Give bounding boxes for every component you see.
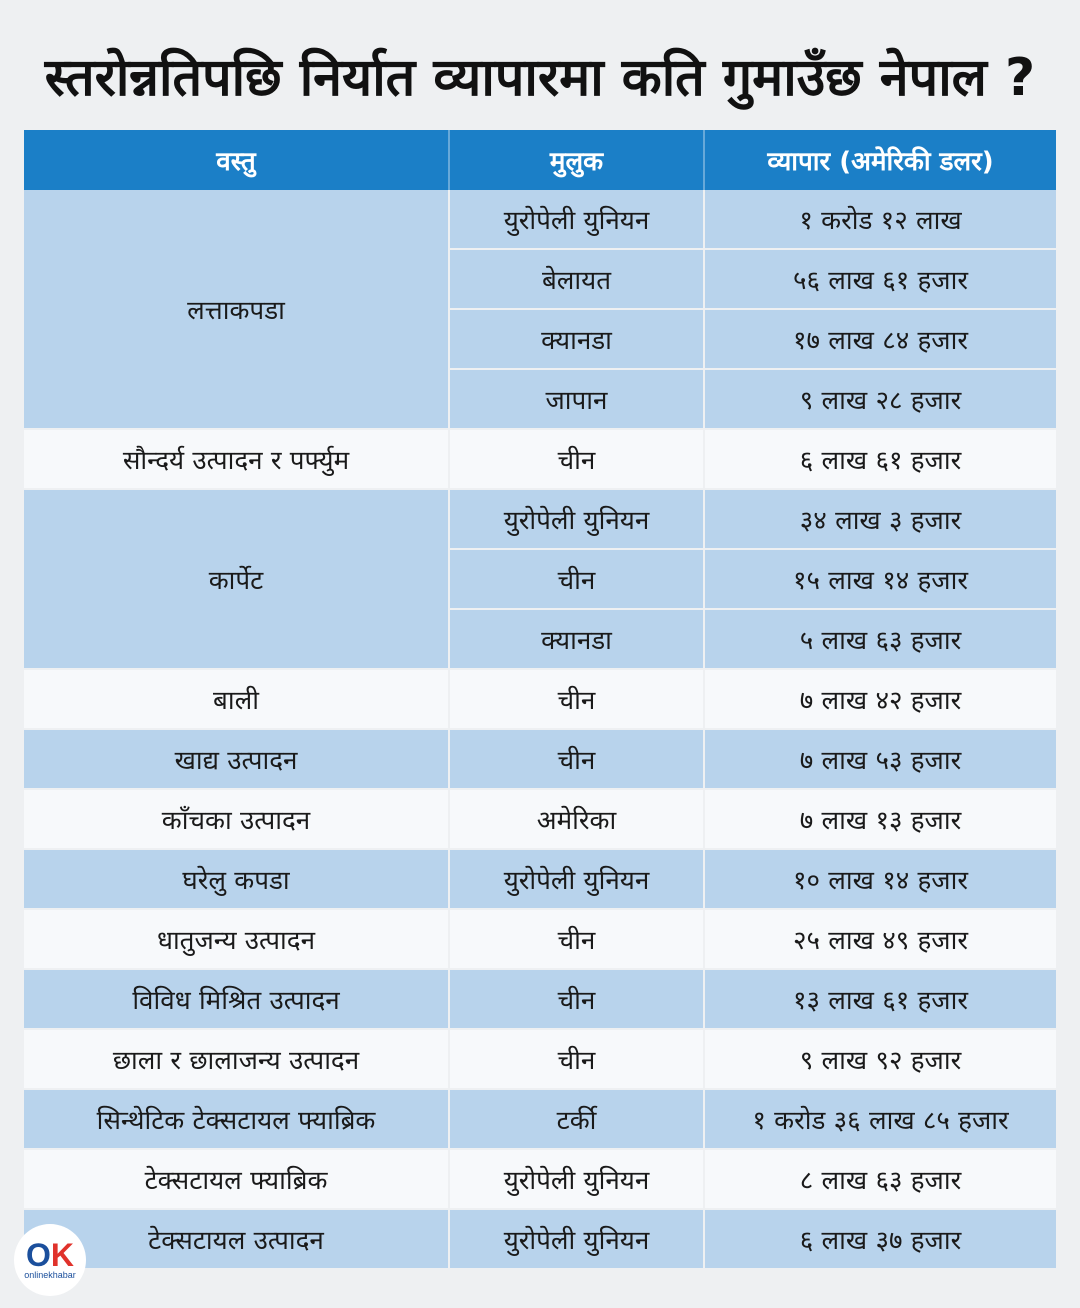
trade-cell: ८ लाख ६३ हजार <box>704 1149 1056 1209</box>
country-cell: चीन <box>449 909 704 969</box>
trade-cell: ६ लाख ३७ हजार <box>704 1209 1056 1269</box>
trade-cell: ९ लाख २८ हजार <box>704 369 1056 429</box>
table-row <box>24 729 1056 789</box>
trade-cell: ९ लाख ९२ हजार <box>704 1029 1056 1089</box>
header-country: मुलुक <box>449 130 704 190</box>
country-cell: युरोपेली युनियन <box>449 849 704 909</box>
country-cell: चीन <box>449 969 704 1029</box>
country-cell: क्यानडा <box>449 309 704 369</box>
logo-mark: OK <box>26 1237 74 1273</box>
table-row <box>24 489 1056 549</box>
table-row <box>24 1089 1056 1149</box>
trade-cell: १० लाख १४ हजार <box>704 849 1056 909</box>
item-cell: छाला र छालाजन्य उत्पादन <box>24 1029 449 1089</box>
page-title: स्तरोन्नतिपछि निर्यात व्यापारमा कति गुमाउँछ नेपाल ? <box>44 48 1036 108</box>
trade-cell: १७ लाख ८४ हजार <box>704 309 1056 369</box>
table-row <box>24 429 1056 489</box>
trade-cell: १ करोड १२ लाख <box>704 190 1056 249</box>
item-cell: सौन्दर्य उत्पादन र पर्फ्युम <box>24 429 449 489</box>
country-cell: क्यानडा <box>449 609 704 669</box>
table-header-row <box>24 130 1056 190</box>
trade-cell: ७ लाख ५३ हजार <box>704 729 1056 789</box>
country-cell: चीन <box>449 429 704 489</box>
trade-cell: ७ लाख ४२ हजार <box>704 669 1056 729</box>
table-row <box>24 669 1056 729</box>
country-cell: युरोपेली युनियन <box>449 489 704 549</box>
item-cell: बाली <box>24 669 449 729</box>
item-cell: खाद्य उत्पादन <box>24 729 449 789</box>
trade-cell: ३४ लाख ३ हजार <box>704 489 1056 549</box>
country-cell: चीन <box>449 729 704 789</box>
trade-cell: १ करोड ३६ लाख ८५ हजार <box>704 1089 1056 1149</box>
trade-cell: ५ लाख ६३ हजार <box>704 609 1056 669</box>
country-cell: युरोपेली युनियन <box>449 190 704 249</box>
item-cell: लत्ताकपडा <box>24 190 449 429</box>
trade-cell: ६ लाख ६१ हजार <box>704 429 1056 489</box>
item-cell: टेक्सटायल उत्पादन <box>24 1209 449 1269</box>
table-row <box>24 1149 1056 1209</box>
table-row <box>24 789 1056 849</box>
table-body <box>24 190 1056 1273</box>
country-cell: युरोपेली युनियन <box>449 1149 704 1209</box>
item-cell: घरेलु कपडा <box>24 849 449 909</box>
trade-cell: २५ लाख ४९ हजार <box>704 909 1056 969</box>
header-trade: व्यापार (अमेरिकी डलर) <box>704 130 1056 190</box>
item-cell: काँचका उत्पादन <box>24 789 449 849</box>
onlinekhabar-logo <box>14 1224 86 1296</box>
table-row <box>24 969 1056 1029</box>
trade-cell: ७ लाख १३ हजार <box>704 789 1056 849</box>
table-row <box>24 190 1056 249</box>
trade-cell: ५६ लाख ६१ हजार <box>704 249 1056 309</box>
export-trade-table <box>24 130 1056 1273</box>
country-cell: बेलायत <box>449 249 704 309</box>
item-cell: धातुजन्य उत्पादन <box>24 909 449 969</box>
country-cell: जापान <box>449 369 704 429</box>
item-cell: सिन्थेटिक टेक्सटायल फ्याब्रिक <box>24 1089 449 1149</box>
country-cell: चीन <box>449 1029 704 1089</box>
item-cell: कार्पेट <box>24 489 449 669</box>
table-row <box>24 1029 1056 1089</box>
item-cell: विविध मिश्रित उत्पादन <box>24 969 449 1029</box>
country-cell: युरोपेली युनियन <box>449 1209 704 1269</box>
country-cell: चीन <box>449 549 704 609</box>
table-row <box>24 1209 1056 1269</box>
logo-text: onlinekhabar <box>24 1270 76 1280</box>
table-row <box>24 909 1056 969</box>
country-cell: टर्की <box>449 1089 704 1149</box>
table-row <box>24 849 1056 909</box>
trade-cell: १३ लाख ६१ हजार <box>704 969 1056 1029</box>
trade-cell: १५ लाख १४ हजार <box>704 549 1056 609</box>
country-cell: चीन <box>449 669 704 729</box>
country-cell: अमेरिका <box>449 789 704 849</box>
header-item: वस्तु <box>24 130 449 190</box>
item-cell: टेक्सटायल फ्याब्रिक <box>24 1149 449 1209</box>
